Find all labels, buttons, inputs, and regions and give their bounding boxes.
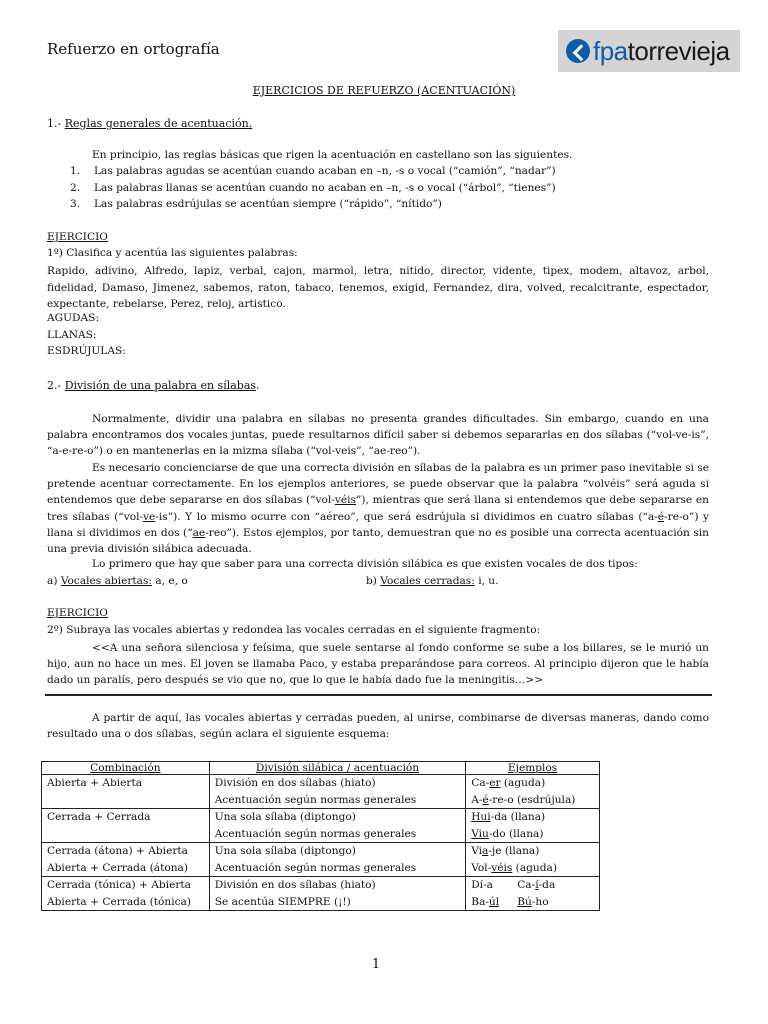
logo-torrevieja-text: torrevieja bbox=[627, 35, 730, 66]
table-cell: Cerrada + Cerrada bbox=[42, 809, 210, 843]
logo-fpa-text: fpa bbox=[593, 35, 628, 66]
document-title: EJERCICIOS DE REFUERZO (ACENTUACIÓN) bbox=[252, 84, 516, 97]
exercise-1-label: EJERCICIO bbox=[47, 231, 108, 243]
rule-number: 1. bbox=[70, 165, 81, 177]
agudas-label: AGUDAS: bbox=[47, 312, 100, 324]
rule-number: 3. bbox=[70, 198, 81, 210]
table-cell: Una sola sílaba (diptongo) Acentuación según normas generales bbox=[209, 809, 465, 843]
section-2-title: División de una palabra en sílabas bbox=[64, 379, 257, 392]
table-cell: Cerrada (átona) + Abierta Abierta + Cerrada (átona) bbox=[42, 843, 210, 877]
section-1-number: 1.- bbox=[47, 117, 62, 130]
table-row bbox=[42, 809, 600, 843]
section-1-heading bbox=[47, 117, 252, 130]
page-number: 1 bbox=[371, 957, 381, 972]
table-cell: Dí-a Ca-í-da Ba-úl Bú-ho bbox=[466, 877, 600, 911]
table-header: Combinación bbox=[42, 762, 210, 775]
rule-text: Las palabras agudas se acentúan cuando acaban en –n, -s o vocal (“camión”, “nadar”) bbox=[94, 165, 556, 177]
section-2-dot: . bbox=[256, 379, 260, 392]
table-header-row bbox=[42, 762, 600, 775]
rule-number: 2. bbox=[70, 182, 81, 194]
exercise-1-instruction: 1º) Clasifica y acentúa las siguientes palabras: bbox=[47, 247, 298, 259]
table-cell: División en dos sílabas (hiato) Se acentúa SIEMPRE (¡!) bbox=[209, 877, 465, 911]
section-2-heading bbox=[47, 379, 260, 392]
table-cell: Abierta + Abierta bbox=[42, 775, 210, 809]
table-header: Ejemplos bbox=[466, 762, 600, 775]
table-cell: Via-je (llana) Vol-véis (aguda) bbox=[466, 843, 600, 877]
esdrujulas-label: ESDRÚJULAS: bbox=[47, 345, 126, 357]
rule-text: Las palabras llanas se acentúan cuando no acaban en –n, -s o vocal (“árbol”, “tienes”) bbox=[94, 182, 556, 194]
table-cell: Ca-er (aguda) A-é-re-o (esdrújula) bbox=[466, 775, 600, 809]
llanas-label: LLANAS: bbox=[47, 329, 97, 341]
section-2-paragraph-2: Es necesario concienciarse de que una correcta división en sílabas de la palabra es un primer paso inevitable si se pretende acentuar correctamente. En los ejemplos anteriores, se puede observar que la palabra “volvéis” será aguda si entendemos que debe separarse en dos sílabas (“vol-véis”), mientras que será llana si entendemos que debe separarse en tres sílabas (“vol-ve-is”). Y lo mismo ocurre con “aéreo”, que será esdrújula si dividimos en cuatro sílabas (“a-é-re-o”) y llana si dividimos en dos (“ae-reo”). Estos ejemplos, por tanto, demuestran que no es posible una correcta acentuación sin una previa división silábica adecuada. bbox=[47, 462, 709, 556]
exercise-2-fragment: <<A una señora silenciosa y feísima, que suele sentarse al fondo conforme se sube a los billares, se le murió un hijo, aun no hace un mes. El joven se llamaba Paco, y estaba preparándose para correos. Al principio dijeron que le había dado un paralís, pero después se vio que no, que lo que le había dado fue la meningitis…>> bbox=[47, 642, 709, 687]
table-row bbox=[42, 877, 600, 911]
table-row bbox=[42, 775, 600, 809]
rule-text: Las palabras esdrújulas se acentúan siempre (“rápido”, “nítido”) bbox=[94, 198, 442, 210]
logo-arrow-icon bbox=[566, 39, 590, 63]
section-2-number: 2.- bbox=[47, 379, 62, 392]
section-1-intro: En principio, las reglas básicas que rigen la acentuación en castellano son las siguientes. bbox=[92, 149, 573, 161]
exercise-2-label: EJERCICIO bbox=[47, 607, 108, 619]
table-cell: Una sola sílaba (diptongo) Acentuación según normas generales bbox=[209, 843, 465, 877]
open-vowels: a) Vocales abiertas: a, e, o bbox=[47, 575, 188, 587]
scheme-intro: A partir de aquí, las vocales abiertas y cerradas pueden, al unirse, combinarse de diversas maneras, dando como resultado una o dos sílabas, según aclara el siguiente esquema: bbox=[47, 712, 709, 741]
table-cell: División en dos sílabas (hiato) Acentuación según normas generales bbox=[209, 775, 465, 809]
closed-vowels: b) Vocales cerradas: i, u. bbox=[366, 575, 499, 587]
header-title: Refuerzo en ortografía bbox=[47, 40, 220, 58]
vowel-combination-table bbox=[41, 761, 600, 911]
table-cell: Cerrada (tónica) + Abierta Abierta + Cerrada (tónica) bbox=[42, 877, 210, 911]
section-2-paragraph-3: Lo primero que hay que saber para una correcta división silábica es que existen vocales de dos tipos: bbox=[92, 558, 638, 570]
section-1-title: Reglas generales de acentuación. bbox=[64, 117, 253, 130]
table-row bbox=[42, 843, 600, 877]
fpa-logo bbox=[558, 30, 740, 72]
horizontal-rule bbox=[45, 694, 712, 696]
exercise-2-instruction: 2º) Subraya las vocales abiertas y redondea las vocales cerradas en el siguiente fragmento: bbox=[47, 624, 541, 636]
table-cell: Hui-da (llana) Viu-do (llana) bbox=[466, 809, 600, 843]
section-2-paragraph-1: Normalmente, dividir una palabra en sílabas no presenta grandes dificultades. Sin embargo, cuando en una palabra encontramos dos vocales juntas, puede resultarnos difícil saber si debemos separarlas en dos sílabas (“vol-ve-is”, “a-e-re-o”) o en mantenerlas en la mizma sílaba (“vol-veis”, “ae-reo”). bbox=[47, 413, 709, 458]
table-header: División silábica / acentuación bbox=[209, 762, 465, 775]
exercise-1-word-list: Rapido, adivino, Alfredo, lapiz, verbal, cajon, marmol, letra, nitido, director, vidente, tipex, modem, altavoz, arbol, fidelidad, Damaso, Jimenez, sabemos, raton, tabaco, tenemos, exigid, Fernandez, dira, volved, recalcitrante, espectador, expectante, rebelarse, Perez, reloj, artistico. bbox=[47, 265, 709, 311]
